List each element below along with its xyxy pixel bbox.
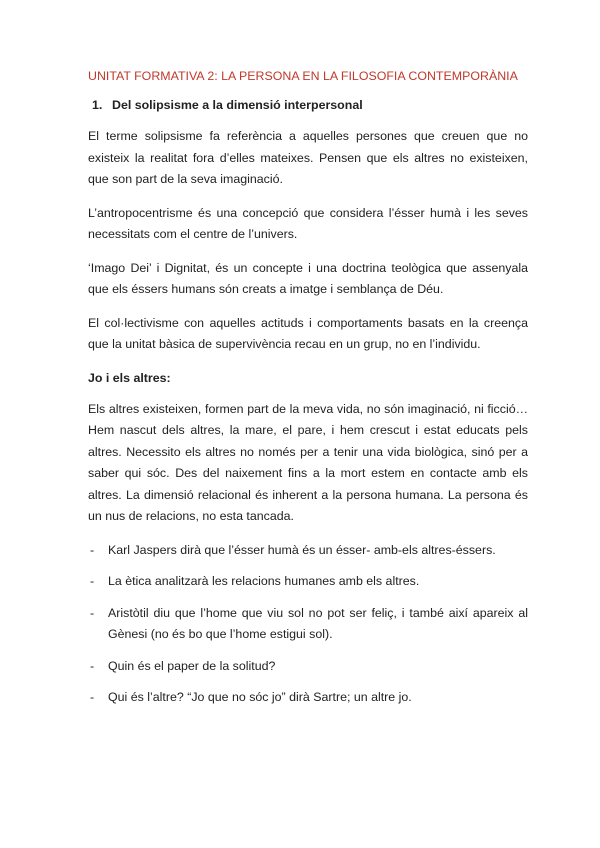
list-item-text: La ètica analitzarà les relacions humanes amb els altres. [108, 574, 420, 588]
list-item-text: Qui és l’altre? “Jo que no sóc jo” dirà Sartre; un altre jo. [108, 690, 412, 704]
list-item [88, 603, 528, 646]
bullet-list [88, 540, 528, 709]
list-item [88, 656, 528, 678]
paragraph-els-altres: Els altres existeixen, formen part de la meva vida, no són imaginació, ni ficció… Hem nascut dels altres, la mare, el pare, i hem crescut i estat educats pels altres. Necessito els altres no només per a tenir una vida biològica, sinó per a saber qui sóc. Des del naixement fins a la mort estem en contacte amb els altres. La dimensió relacional és inherent a la persona humana. La persona és un nus de relacions, no esta tancada. [88, 401, 528, 523]
section-heading [88, 95, 528, 115]
list-item [88, 540, 528, 562]
paragraph-imago-dei: ‘Imago Dei’ i Dignitat, és un concepte i una doctrina teològica que assenyala que els éssers humans són creats a imatge i semblança de Déu. [88, 260, 528, 296]
paragraph-solipsisme: El terme solipsisme fa referència a aquelles persones que creuen que no existeix la realitat fora d’elles mateixes. Pensen que els altres no existeixen, que son part de la seva imaginació. [88, 129, 528, 186]
paragraph-collectivisme: El col·lectivisme con aquelles actituds i comportaments basats en la creença que la unitat bàsica de supervivència recau en un grup, no en l’individu. [88, 315, 528, 351]
list-item [88, 687, 528, 709]
subheading-jo-i-els-altres: Jo i els altres: [88, 370, 171, 385]
bullet-dash: - [90, 605, 95, 620]
paragraph-antropocentrisme: L’antropocentrisme és una concepció que considera l’ésser humà i les seves necessitats com el centre de l’univers. [88, 205, 528, 241]
section-title: Del solipsisme a la dimensió interpersonal [112, 98, 363, 112]
list-item [88, 571, 528, 593]
list-item-text: Karl Jaspers dirà que l’ésser humà és un ésser- amb-els altres-éssers. [108, 542, 496, 557]
bullet-dash: - [90, 658, 95, 673]
list-item-text: Quin és el paper de la solitud? [108, 658, 276, 673]
unit-title: UNITAT FORMATIVA 2: LA PERSONA EN LA FILOSOFIA CONTEMPORÀNIA [88, 69, 518, 83]
bullet-dash: - [90, 574, 95, 588]
bullet-dash: - [90, 690, 95, 704]
section-number: 1. [92, 98, 103, 112]
list-item-text: Aristòtil diu que l’home que viu sol no pot ser feliç, i també així apareix al Gènesi (no és bo que l’home estigui sol). [108, 605, 528, 641]
bullet-dash: - [90, 542, 95, 557]
